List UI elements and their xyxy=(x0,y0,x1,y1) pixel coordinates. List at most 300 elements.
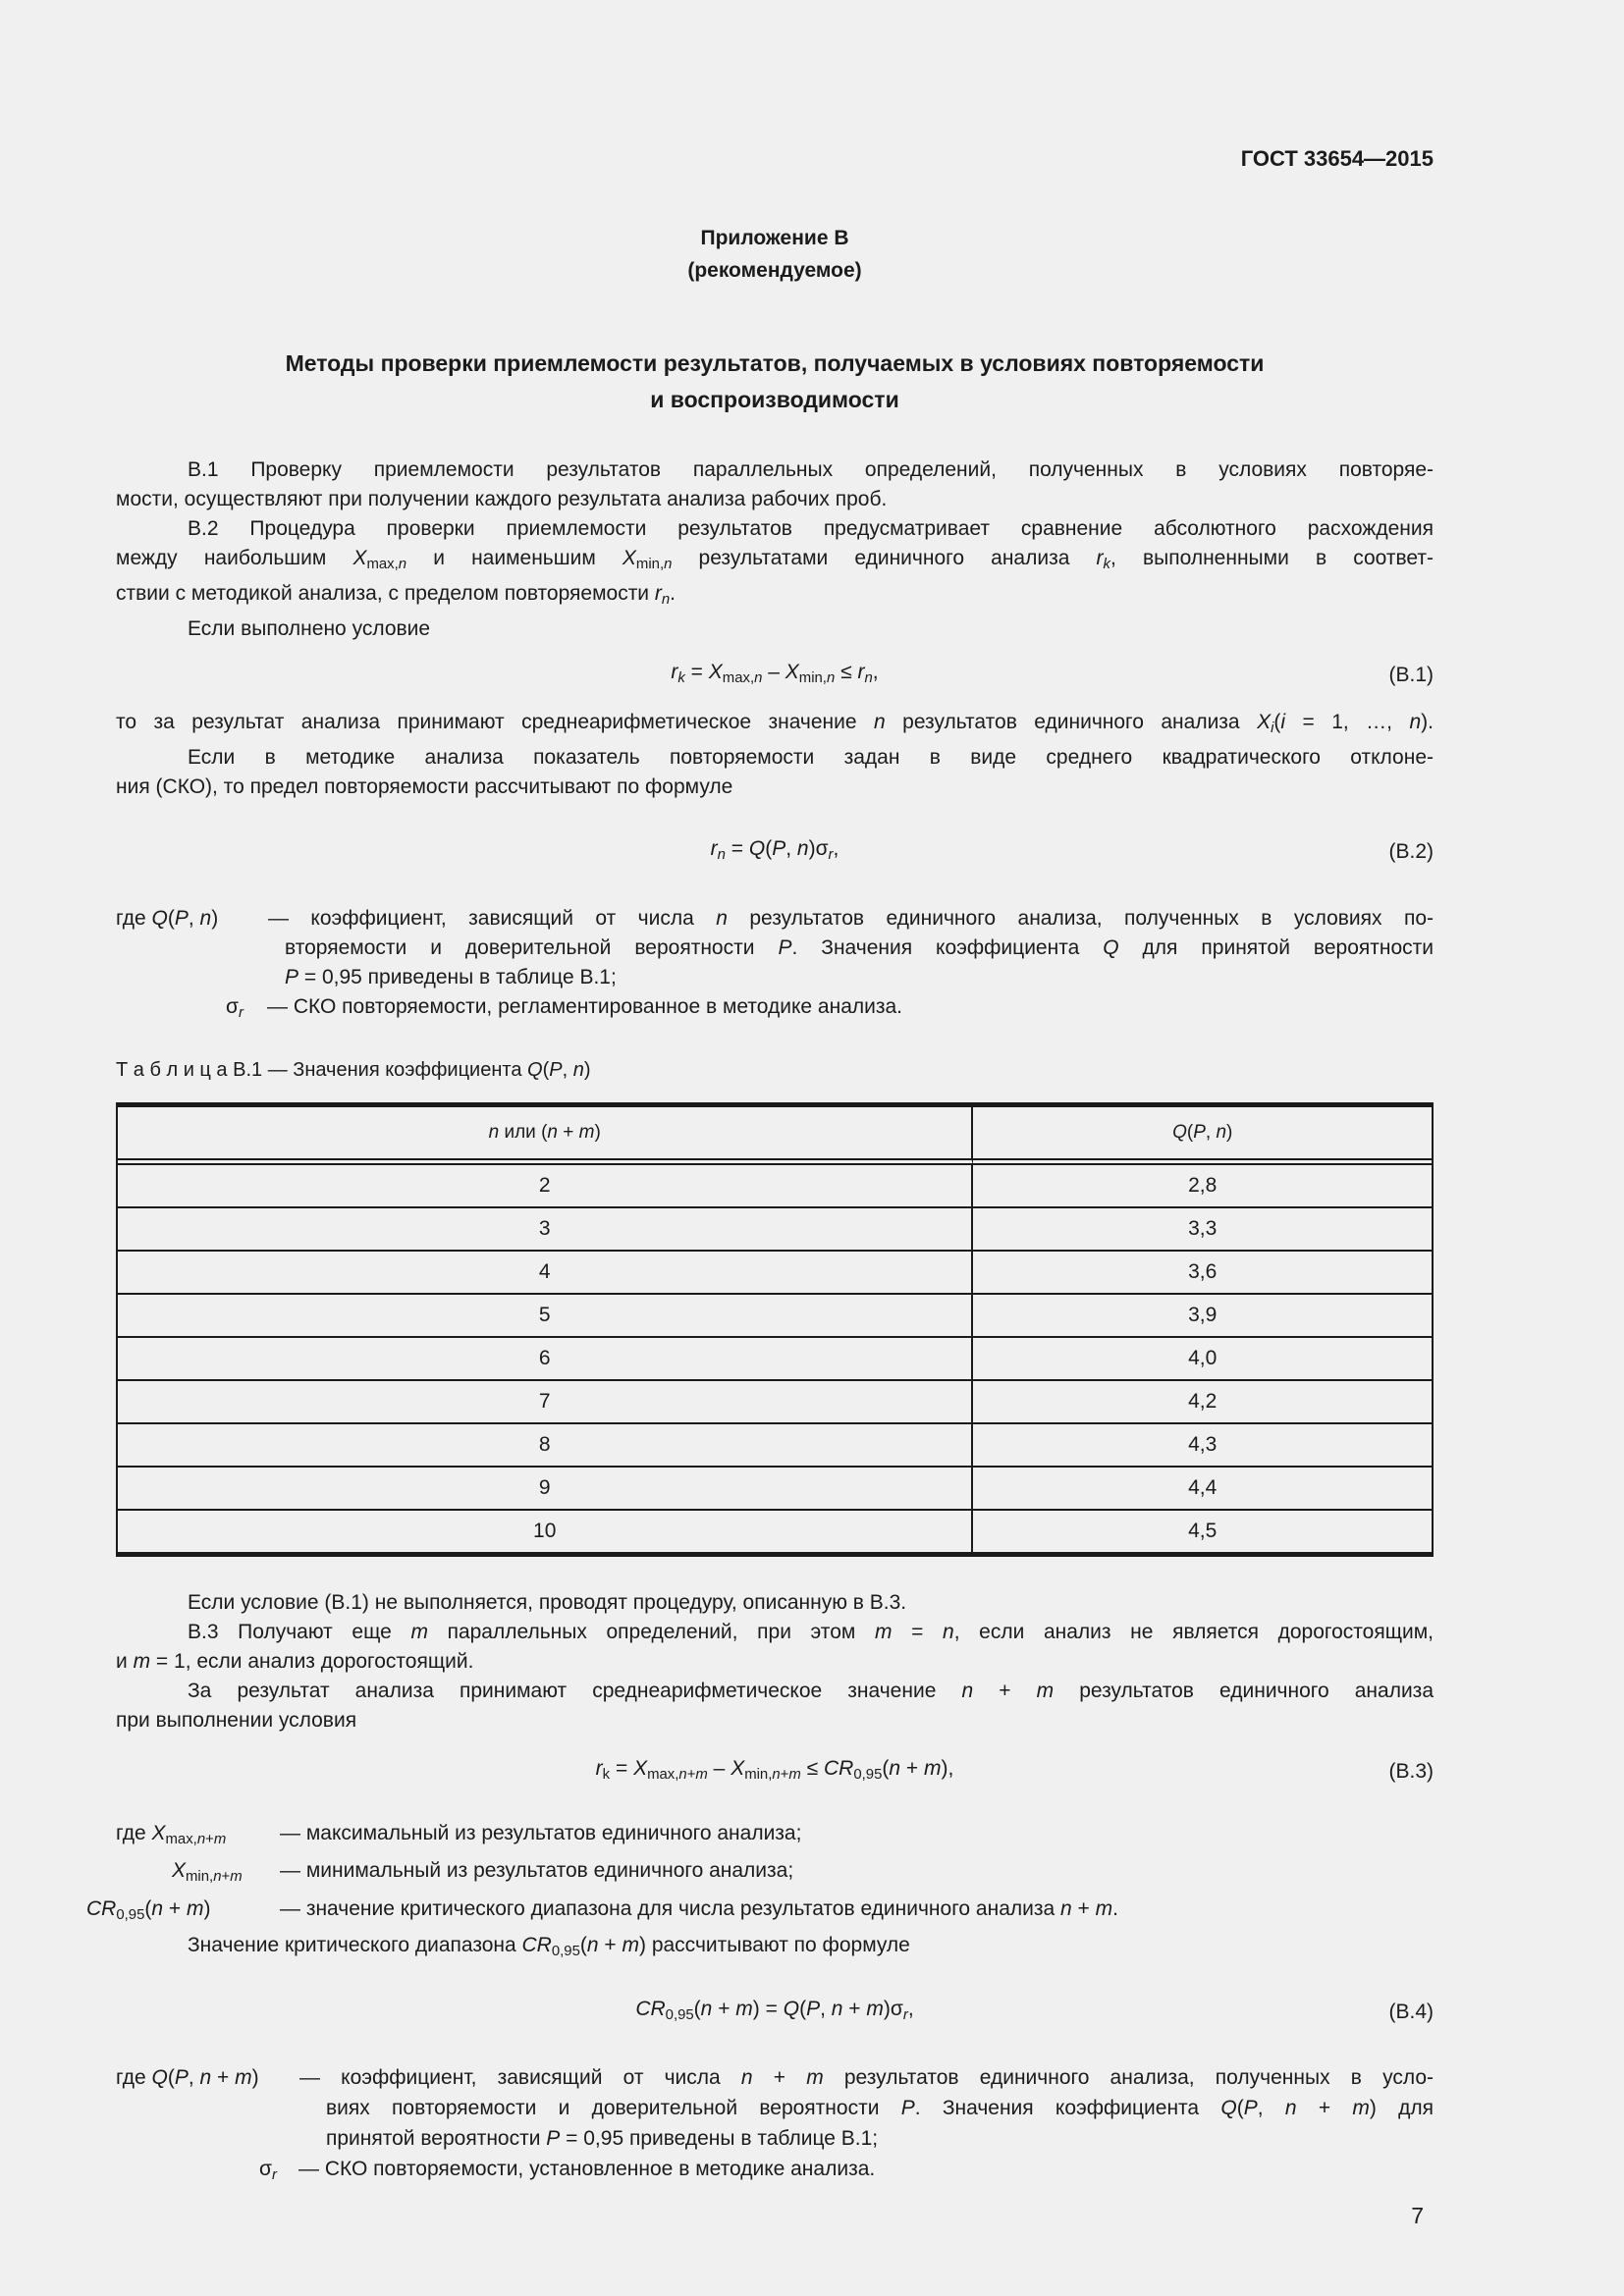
text-token: ) xyxy=(203,1896,211,1920)
table-cell: 3,9 xyxy=(973,1293,1432,1336)
section-title-line1: Методы проверки приемлемости результатов, получаемых в условиях повторяемости xyxy=(285,350,1265,376)
text-token: P xyxy=(772,836,786,860)
definition-row xyxy=(116,904,1434,934)
paragraph-line: В.2 Процедура проверки приемлемости результатов предусматривает сравнение абсолютного расхождения xyxy=(188,517,1434,540)
text-token: , xyxy=(820,1997,832,2020)
text-token: )σ xyxy=(883,1997,903,2020)
text-token: X xyxy=(731,1757,745,1781)
text-token: r xyxy=(238,1005,244,1022)
formula-b2-body xyxy=(116,831,1434,873)
text-token: — коэффициент, зависящий от числа xyxy=(268,906,717,930)
text-token: i xyxy=(1280,710,1286,733)
definition-term xyxy=(172,1855,280,1893)
text-token: X xyxy=(633,1757,648,1781)
text-token: – xyxy=(762,661,785,684)
table-row xyxy=(118,1250,1432,1293)
text-token: . Значения коэффициента xyxy=(791,935,1104,959)
text-token: За результат анализа принимают среднеарифметическое значение xyxy=(188,1680,962,1703)
table-cell: 3 xyxy=(118,1206,973,1250)
text-token: n xyxy=(889,1757,901,1781)
text-token: σ xyxy=(259,2158,272,2181)
paragraph-block-after-b1 xyxy=(116,708,1434,802)
text-token: , выполненными в соответ- xyxy=(1110,547,1435,569)
text-token: n xyxy=(831,1997,843,2020)
text-token: — минимальный из результатов единичного анализа; xyxy=(280,1859,794,1883)
text-token: r xyxy=(595,1757,603,1781)
paragraph-line xyxy=(116,1931,1434,1966)
text-token: n xyxy=(547,1122,558,1144)
definition-term xyxy=(86,1894,280,1931)
text-token: n xyxy=(961,1680,974,1703)
text-token: , xyxy=(562,1059,573,1082)
definition-term xyxy=(259,2154,298,2191)
text-token: n xyxy=(398,557,407,573)
definition-row xyxy=(172,1855,1434,1893)
text-token: r xyxy=(654,582,662,606)
text-token: ) xyxy=(583,1059,591,1082)
text-token: ( xyxy=(765,836,773,860)
definition-term xyxy=(116,904,268,934)
text-token: CR xyxy=(521,1933,552,1956)
text-token: — СКО повторяемости, установленное в методике анализа. xyxy=(298,2158,876,2181)
text-token: n xyxy=(716,906,728,930)
definition-text xyxy=(299,2062,1434,2093)
text-token: Q xyxy=(1103,935,1119,959)
text-token: ), xyxy=(941,1757,954,1781)
text-token: n xyxy=(826,670,836,687)
text-token: n xyxy=(572,1059,584,1082)
text-token: , xyxy=(833,836,839,860)
text-token: P xyxy=(900,2097,915,2120)
text-token: Q xyxy=(151,906,168,930)
text-token: Q xyxy=(783,1997,800,2020)
text-token: + xyxy=(598,1933,623,1956)
text-token: m xyxy=(1352,2097,1370,2120)
text-token: m xyxy=(695,1767,708,1784)
text-token: r xyxy=(902,2007,908,2024)
text-token: n xyxy=(1409,710,1422,733)
text-token: m xyxy=(735,1997,753,2020)
text-token: Q xyxy=(1220,2097,1237,2120)
definition-continuation xyxy=(116,934,1434,963)
text-token: В.3 Получают еще xyxy=(188,1621,411,1644)
text-token: n xyxy=(213,1869,222,1886)
paragraph-line xyxy=(116,1677,1434,1706)
paragraph-line: при выполнении условия xyxy=(116,1709,357,1733)
text-token: n xyxy=(151,1896,164,1920)
text-token: Q xyxy=(1172,1122,1187,1144)
text-token: ( xyxy=(144,1896,152,1920)
text-token: max, xyxy=(647,1767,679,1784)
text-token: n xyxy=(1216,1122,1227,1144)
text-token: n xyxy=(1060,1896,1072,1920)
definition-text xyxy=(267,992,1434,1028)
text-token: где xyxy=(116,906,152,930)
text-token: = 0,95 приведены в таблице В.1; xyxy=(560,2127,879,2151)
text-token: m xyxy=(410,1621,428,1644)
formula-b2-number: (В.2) xyxy=(1388,839,1434,863)
text-token: n xyxy=(796,836,809,860)
table-body xyxy=(118,1165,1432,1552)
text-token: r xyxy=(710,836,718,860)
text-token: P xyxy=(285,965,299,988)
table-row xyxy=(118,1466,1432,1509)
definition-block-1 xyxy=(116,904,1434,1028)
table-header-cell-q xyxy=(973,1107,1432,1165)
text-token: + xyxy=(221,1869,231,1886)
definition-text xyxy=(268,904,1434,934)
text-token: результатов единичного анализа xyxy=(885,710,1258,733)
text-token: X xyxy=(352,547,367,569)
table-b1 xyxy=(116,1102,1434,1557)
table-header-cell-n xyxy=(118,1107,973,1165)
formula-b3 xyxy=(116,1751,1434,1792)
text-token: n xyxy=(661,592,671,609)
appendix-label: Приложение В xyxy=(700,227,849,249)
definition-row xyxy=(116,1818,1434,1855)
text-token: X xyxy=(708,661,723,684)
text-token: 0,95 xyxy=(665,2007,694,2024)
formula-b1-body xyxy=(116,656,1434,695)
text-token: n xyxy=(1284,2097,1297,2120)
text-token: виях повторяемости и доверительной вероятности xyxy=(326,2097,901,2120)
text-token: n xyxy=(772,1767,781,1784)
text-token: ствии с методикой анализа, с пределом повторяемости xyxy=(116,582,655,606)
text-token: и наименьшим xyxy=(406,547,623,569)
definition-term xyxy=(116,1818,280,1855)
table-cell: 3,3 xyxy=(973,1206,1432,1250)
formula-b4-number: (В.4) xyxy=(1388,2000,1434,2023)
table-cell: 2,8 xyxy=(1188,1174,1218,1198)
text-token: параллельных определений, при этом xyxy=(427,1621,875,1644)
text-token: ( xyxy=(799,1997,807,2020)
table-row xyxy=(118,1509,1432,1552)
paragraph-line: В.1 Проверку приемлемости результатов параллельных определений, полученных в условиях повторяе- xyxy=(188,458,1434,481)
table-header-row xyxy=(118,1107,1432,1165)
text-token: n xyxy=(664,557,673,573)
paragraph-line xyxy=(116,1618,1434,1647)
paragraph-line: Если условие (В.1) не выполняется, проводят процедуру, описанную в В.3. xyxy=(188,1591,907,1615)
text-token: k xyxy=(677,670,685,687)
text-token: max, xyxy=(165,1832,197,1848)
text-token: результатов единичного анализа, полученных в условиях по- xyxy=(727,906,1434,930)
text-token: ) рассчитывают по формуле xyxy=(639,1933,910,1956)
text-token: ) = xyxy=(752,1997,784,2020)
text-token: + xyxy=(780,1767,789,1784)
table-cell: 10 xyxy=(118,1509,973,1552)
text-token: Q xyxy=(527,1059,543,1082)
definition-text xyxy=(280,1855,1434,1893)
text-token: P xyxy=(549,1059,563,1082)
text-token: n xyxy=(196,1832,206,1848)
text-token: max, xyxy=(722,670,755,687)
definition-continuation xyxy=(116,2123,1434,2154)
section-title-line2: и воспроизводимости xyxy=(650,387,899,412)
text-token: m xyxy=(874,1621,893,1644)
text-token: n xyxy=(754,670,763,687)
text-token: = xyxy=(892,1621,943,1644)
text-token: + xyxy=(163,1896,187,1920)
text-token: . xyxy=(1112,1896,1118,1920)
text-token: ) xyxy=(594,1122,601,1144)
text-token: результатами единичного анализа xyxy=(672,547,1097,569)
text-token: где xyxy=(116,2066,152,2090)
text-token: + xyxy=(900,1757,924,1781)
table-cell: 3,6 xyxy=(973,1250,1432,1293)
table-row xyxy=(118,1206,1432,1250)
definition-text xyxy=(280,1818,1434,1855)
appendix-heading xyxy=(116,222,1434,287)
definition-text xyxy=(298,2154,1434,2191)
text-token: ( xyxy=(1186,1122,1194,1144)
text-token: между наибольшим xyxy=(116,547,353,569)
text-token: — коэффициент, зависящий от числа xyxy=(299,2066,741,2090)
text-token: m xyxy=(235,2066,252,2090)
text-token: + xyxy=(205,1832,214,1848)
text-token: ) xyxy=(1226,1122,1233,1144)
text-token: min, xyxy=(635,557,665,573)
doc-code: ГОСТ 33654—2015 xyxy=(1240,146,1434,171)
text-token: = 1, если анализ дорогостоящий. xyxy=(150,1650,474,1674)
text-token: для принятой вероятности xyxy=(1118,935,1434,959)
table-row xyxy=(118,1165,1432,1206)
table-cell: 4,5 xyxy=(973,1509,1432,1552)
text-token: = xyxy=(725,836,749,860)
text-token: , если анализ не является дорогостоящим, xyxy=(953,1621,1435,1644)
text-token: k xyxy=(1103,557,1110,573)
text-token: ( xyxy=(542,1059,550,1082)
table-caption xyxy=(116,1055,1434,1085)
text-token: m xyxy=(578,1122,595,1144)
text-token: P xyxy=(1193,1122,1206,1144)
text-token: X xyxy=(785,661,799,684)
text-token: P xyxy=(546,2127,561,2151)
text-token: = xyxy=(610,1757,634,1781)
text-token: m xyxy=(622,1933,639,1956)
text-token: r xyxy=(671,661,678,684)
text-token: — значение критического диапазона для числа результатов единичного анализа xyxy=(280,1896,1061,1920)
text-token: + xyxy=(557,1122,579,1144)
text-token: r xyxy=(857,661,865,684)
text-token: r xyxy=(828,846,834,863)
text-token: + xyxy=(1296,2097,1353,2120)
definition-term xyxy=(226,992,267,1028)
definition-text xyxy=(280,1894,1434,1931)
paragraph-line xyxy=(116,579,1434,614)
text-token: ≤ xyxy=(835,661,858,684)
formula-b4 xyxy=(116,1992,1434,2033)
text-token: ). xyxy=(1421,710,1434,733)
text-token: X xyxy=(1257,710,1272,733)
text-token: n xyxy=(717,846,726,863)
text-token: k xyxy=(602,1767,611,1784)
text-token: P xyxy=(174,906,189,930)
text-token: ( xyxy=(579,1933,587,1956)
text-token: P xyxy=(806,1997,821,2020)
formula-b1 xyxy=(116,656,1434,695)
text-token: + xyxy=(712,1997,736,2020)
definition-continuation xyxy=(116,963,1434,992)
text-token: 0,95 xyxy=(551,1943,580,1959)
table-cell: 2 xyxy=(118,1165,973,1206)
definition-term xyxy=(116,2062,299,2093)
page-number: 7 xyxy=(1411,2203,1424,2229)
table-cell: 4 xyxy=(118,1250,973,1293)
text-token: m xyxy=(788,1767,801,1784)
definition-block-2 xyxy=(86,1818,1434,1966)
text-token: ( xyxy=(1236,2097,1244,2120)
text-token: n xyxy=(586,1933,599,1956)
paragraph-block-b3 xyxy=(116,1588,1434,1735)
text-token: σ xyxy=(226,994,239,1018)
page-content xyxy=(86,0,1435,2230)
paragraph-line: Если выполнено условие xyxy=(188,617,431,641)
table-cell: 4,0 xyxy=(973,1336,1432,1379)
text-token: вторяемости и доверительной вероятности xyxy=(285,935,779,959)
text-token: — СКО повторяемости, регламентированное в методике анализа. xyxy=(267,994,903,1018)
table-cell: 7 xyxy=(118,1379,973,1422)
text-token: min, xyxy=(744,1767,773,1784)
text-token: r xyxy=(271,2167,277,2184)
paragraph-block-b1-b2 xyxy=(116,455,1434,644)
text-token: ) для xyxy=(1369,2097,1435,2120)
text-token: m xyxy=(1095,1896,1113,1920)
text-token: m xyxy=(230,1869,243,1886)
text-token: + xyxy=(752,2066,807,2090)
text-token: X xyxy=(151,1822,166,1845)
text-token: CR xyxy=(86,1896,117,1920)
text-token: ( xyxy=(167,2066,175,2090)
text-token: + xyxy=(1071,1896,1096,1920)
text-token: CR xyxy=(824,1757,854,1781)
table-row xyxy=(118,1293,1432,1336)
paragraph-line xyxy=(116,544,1434,579)
text-token: P xyxy=(778,935,792,959)
table-cell: 4,4 xyxy=(973,1466,1432,1509)
text-token: принятой вероятности xyxy=(326,2127,547,2151)
text-token: r xyxy=(1096,547,1104,569)
text-token: m xyxy=(213,1832,227,1848)
text-token: m xyxy=(186,1896,204,1920)
text-token: – xyxy=(707,1757,731,1781)
text-token: n xyxy=(700,1997,713,2020)
text-token: ( xyxy=(167,906,175,930)
text-token: , xyxy=(1205,1122,1217,1144)
paragraph-line xyxy=(116,1647,1434,1677)
text-token: , xyxy=(907,1997,914,2020)
table-row xyxy=(118,1336,1432,1379)
text-token: P xyxy=(1243,2097,1258,2120)
text-token: ) xyxy=(251,2066,259,2090)
text-token: + xyxy=(973,1680,1037,1703)
paragraph-line: мости, осуществляют при получении каждого результата анализа рабочих проб. xyxy=(116,488,888,510)
text-token: результатов единичного анализа, полученных в усло- xyxy=(823,2066,1434,2090)
definition-block-3 xyxy=(116,2062,1434,2191)
text-token: ( xyxy=(693,1997,701,2020)
appendix-type: (рекомендуемое) xyxy=(687,259,862,282)
text-token: n xyxy=(864,670,873,687)
definition-row xyxy=(259,2154,1434,2191)
formula-b2 xyxy=(116,831,1434,873)
text-token: , xyxy=(872,661,879,684)
text-token: , xyxy=(188,2066,200,2090)
table-cell: 8 xyxy=(118,1422,973,1466)
text-token: i xyxy=(1271,720,1274,736)
definition-continuation xyxy=(116,2093,1434,2123)
definition-row xyxy=(86,1894,1434,1931)
text-token: — максимальный из результатов единичного анализа; xyxy=(280,1822,802,1845)
text-token: = 0,95 приведены в таблице В.1; xyxy=(298,965,617,988)
text-token: m xyxy=(133,1650,151,1674)
text-token: Q xyxy=(748,836,766,860)
text-token: CR xyxy=(635,1997,666,2020)
text-token: ) xyxy=(211,906,219,930)
text-token: min, xyxy=(186,1869,214,1886)
text-token: m xyxy=(924,1757,942,1781)
table-cell: 4,2 xyxy=(973,1379,1432,1422)
text-token: n xyxy=(943,1621,954,1644)
text-token: Q xyxy=(151,2066,168,2090)
text-token: + xyxy=(211,2066,236,2090)
text-token: . xyxy=(670,582,677,606)
text-token: + xyxy=(686,1767,696,1784)
text-token: 0,95 xyxy=(116,1906,145,1923)
text-token: = xyxy=(684,661,709,684)
paragraph-line xyxy=(116,708,1434,743)
text-token: n xyxy=(678,1767,687,1784)
text-token: или ( xyxy=(499,1122,548,1144)
section-title xyxy=(116,346,1434,418)
text-token: X xyxy=(622,547,636,569)
table-cell: 4,3 xyxy=(973,1422,1432,1466)
text-token: ≤ xyxy=(800,1757,825,1781)
formula-b3-number: (В.3) xyxy=(1388,1760,1434,1784)
text-token: n xyxy=(488,1122,500,1144)
text-token: m xyxy=(806,2066,824,2090)
paragraph-line: Если в методике анализа показатель повторяемости задан в виде среднего квадратического отклоне- xyxy=(188,745,1434,769)
table-cell: 6 xyxy=(118,1336,973,1379)
text-token: n xyxy=(874,710,886,733)
formula-b3-body xyxy=(116,1751,1434,1792)
text-token: ( xyxy=(882,1757,890,1781)
text-token: min, xyxy=(798,670,827,687)
text-token: результатов единичного анализа xyxy=(1054,1680,1434,1703)
text-token: P xyxy=(174,2066,189,2090)
text-token: Значение критического диапазона xyxy=(188,1933,522,1956)
text-token: и xyxy=(116,1650,134,1674)
text-token: то за результат анализа принимают среднеарифметическое значение xyxy=(116,710,875,733)
text-token: = 1, …, xyxy=(1285,710,1410,733)
definition-row xyxy=(226,992,1434,1028)
text-token: 0,95 xyxy=(853,1767,883,1784)
table-cell: 5 xyxy=(118,1293,973,1336)
table-row xyxy=(118,1379,1432,1422)
definition-row xyxy=(116,2062,1434,2093)
text-token: X xyxy=(172,1859,187,1883)
text-token: + xyxy=(842,1997,867,2020)
text-token: m xyxy=(1036,1680,1055,1703)
formula-b4-body xyxy=(116,1992,1434,2033)
text-token: m xyxy=(866,1997,884,2020)
text-token: n xyxy=(199,906,212,930)
text-token: n xyxy=(199,2066,212,2090)
text-token: Т а б л и ц а В.1 — Значения коэффициента xyxy=(116,1059,527,1082)
text-token: , xyxy=(1257,2097,1285,2120)
table-row xyxy=(118,1422,1432,1466)
paragraph-line: ния (СКО), то предел повторяемости рассчитывают по формуле xyxy=(116,774,733,798)
text-token: , xyxy=(188,906,200,930)
text-token: . Значения коэффициента xyxy=(914,2097,1221,2120)
